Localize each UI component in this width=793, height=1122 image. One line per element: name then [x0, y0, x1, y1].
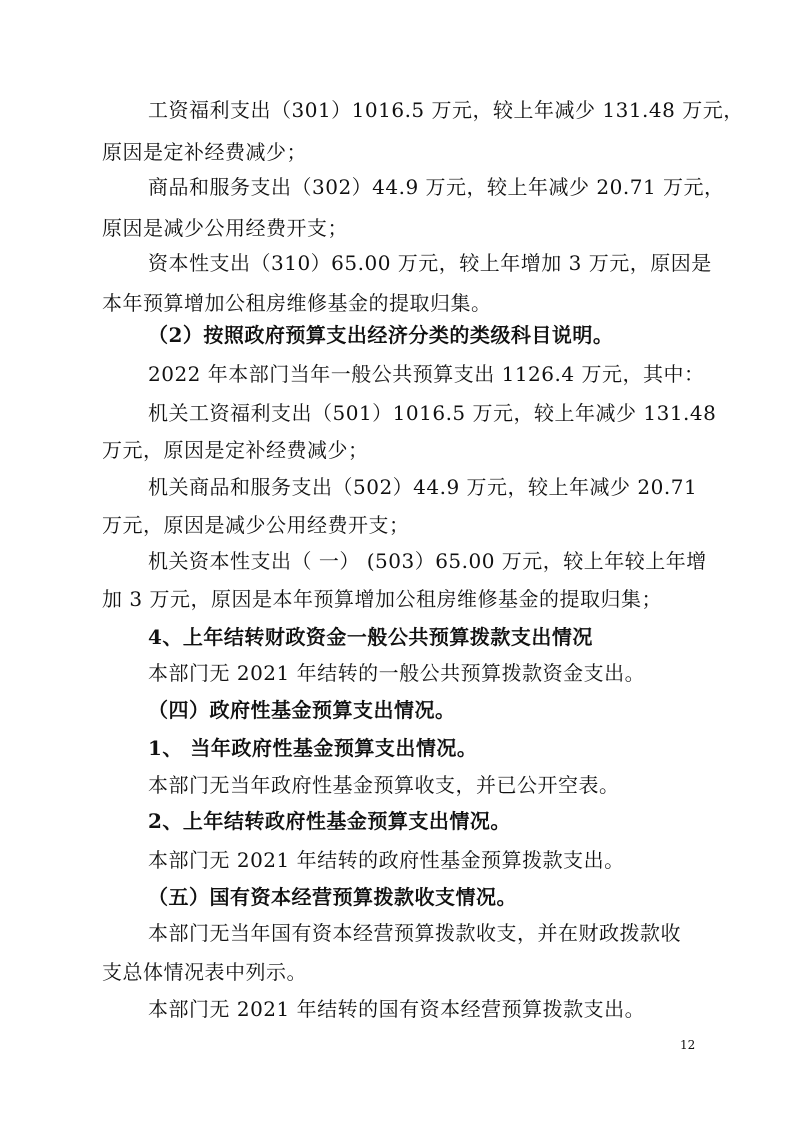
section-heading-carryover: 4、上年结转财政资金一般公共预算拨款支出情况	[148, 625, 593, 649]
paragraph-capital-expense-cont: 本年预算增加公租房维修基金的提取归集。	[102, 291, 492, 315]
subsection-heading-current-fund: 1、 当年政府性基金预算支出情况。	[148, 736, 478, 760]
paragraph-state-capital-carryover: 本部门无 2021 年结转的国有资本经营预算拨款支出。	[148, 997, 646, 1021]
paragraph-state-capital: 本部门无当年国有资本经营预算拨款收支，并在财政拨款收	[148, 921, 681, 945]
paragraph-capital-expense: 资本性支出（310）65.00 万元，较上年增加 3 万元，原因是	[148, 251, 712, 275]
section-heading-economic-classification: （2）按照政府预算支出经济分类的类级科目说明。	[148, 323, 614, 347]
subsection-heading-carryover-fund: 2、上年结转政府性基金预算支出情况。	[148, 809, 511, 833]
paragraph-agency-goods-cont: 万元，原因是减少公用经费开支；	[102, 513, 410, 537]
paragraph-agency-salary: 机关工资福利支出（501）1016.5 万元，较上年减少 131.48	[148, 401, 717, 425]
paragraph-agency-salary-cont: 万元，原因是定补经费减少；	[102, 438, 369, 462]
page-number: 12	[680, 1038, 696, 1052]
paragraph-carryover-fund: 本部门无 2021 年结转的政府性基金预算拨款支出。	[148, 848, 625, 872]
paragraph-goods-services-cont: 原因是减少公用经费开支；	[102, 216, 348, 240]
section-heading-state-capital: （五）国有资本经营预算拨款收支情况。	[148, 885, 517, 909]
paragraph-salary-expense: 工资福利支出（301）1016.5 万元，较上年减少 131.48 万元，	[148, 98, 744, 122]
paragraph-agency-goods: 机关商品和服务支出（502）44.9 万元，较上年减少 20.71	[148, 475, 698, 499]
paragraph-goods-services: 商品和服务支出（302）44.9 万元，较上年减少 20.71 万元，	[148, 175, 725, 199]
paragraph-salary-expense-cont: 原因是定补经费减少；	[102, 140, 307, 164]
section-heading-government-fund: （四）政府性基金预算支出情况。	[148, 698, 456, 722]
paragraph-agency-capital: 机关资本性支出（ 一） (503）65.00 万元，较上年较上年增	[148, 549, 707, 573]
paragraph-agency-capital-cont: 加 3 万元，原因是本年预算增加公租房维修基金的提取归集；	[102, 587, 662, 611]
paragraph-state-capital-cont: 支总体情况表中列示。	[102, 960, 307, 984]
paragraph-total-expense: 2022 年本部门当年一般公共预算支出 1126.4 万元，其中：	[148, 362, 705, 386]
paragraph-carryover: 本部门无 2021 年结转的一般公共预算拨款资金支出。	[148, 661, 646, 685]
paragraph-current-fund: 本部门无当年政府性基金预算收支，并已公开空表。	[148, 773, 620, 797]
